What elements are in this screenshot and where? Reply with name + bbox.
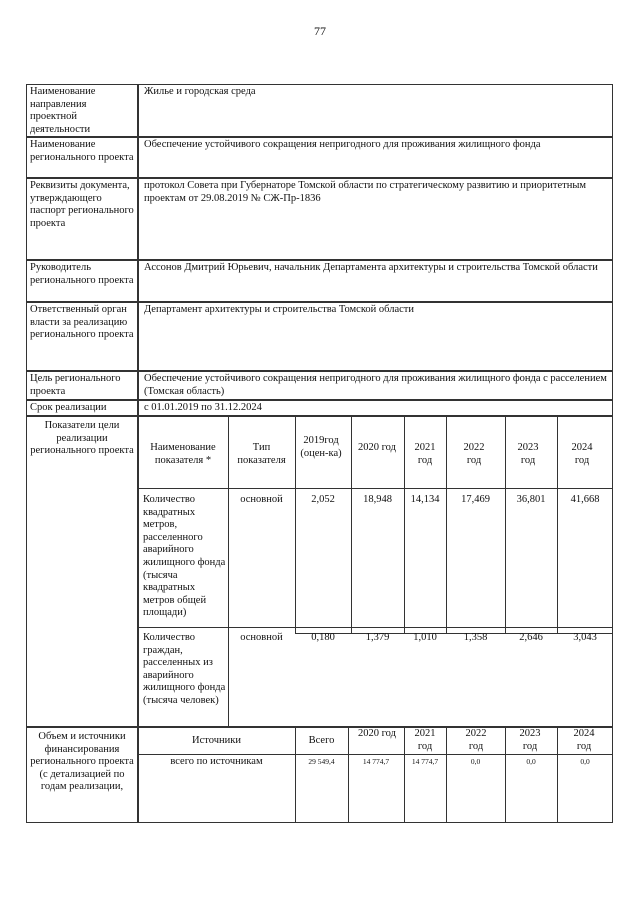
- fin-row-2020: 14 774,7: [362, 757, 390, 766]
- goal-value: Обеспечение устойчивого сокращения непригодного для проживания жилищного фонда с расселением (Томская область): [138, 371, 613, 400]
- period-value: с 01.01.2019 по 31.12.2024: [138, 400, 613, 416]
- grid-line: [557, 416, 558, 633]
- fin-header-total: Всего: [308, 735, 335, 746]
- grid-line: [505, 727, 506, 823]
- goal-label: Цель регионального проекта: [26, 371, 138, 400]
- ind-row2-2023: 2,646: [519, 632, 543, 643]
- ind-row2-2021: 1,010: [413, 632, 437, 643]
- grid-line: [505, 416, 506, 633]
- ind-header-2019: 2019год (оцен-ка): [300, 435, 342, 459]
- authority-label: Ответственный орган власти за реализацию регионального проекта: [26, 302, 138, 371]
- fin-row-2021: 14 774,7: [411, 757, 439, 766]
- grid-line: [404, 416, 405, 633]
- ind-header-2022: 2022 год: [463, 442, 485, 466]
- leader-label: Руководитель регионального проекта: [26, 260, 138, 302]
- project-name-label: Наименование регионального проекта: [26, 137, 138, 178]
- ind-row1-2022: 17,469: [461, 494, 490, 505]
- fin-header-2022: 2022 год: [465, 728, 487, 752]
- period-label: Срок реализации: [26, 400, 138, 416]
- ind-header-type: Тип показателя: [237, 442, 286, 466]
- grid-line: [348, 727, 349, 823]
- ind-row1-type: основной: [240, 494, 283, 505]
- fin-header-2024: 2024 год: [573, 728, 595, 752]
- ind-header-2023: 2023 год: [517, 442, 539, 466]
- ind-row2-2024: 3,043: [573, 632, 597, 643]
- page-number: 77: [314, 24, 326, 38]
- fin-row-total: 29 549,4: [308, 757, 335, 766]
- fin-row-2023: 0,0: [526, 757, 536, 766]
- financing-label: Объем и источники финансирования регионального проекта (с детализацией по годам реализации,: [26, 727, 138, 823]
- fin-row-2022: 0,0: [470, 757, 481, 766]
- ind-row2-2019: 0,180: [311, 632, 335, 643]
- grid-line: [351, 416, 352, 633]
- ind-header-2020: 2020 год: [358, 442, 396, 453]
- ind-row1-2024: 41,668: [570, 494, 600, 505]
- fin-row-2024: 0,0: [580, 757, 590, 766]
- ind-row1-2021: 14,134: [410, 494, 440, 505]
- grid-line: [295, 416, 296, 633]
- passport-value: протокол Совета при Губернаторе Томской области по стратегическому развитию и приоритетным проектам от 29.08.2019 № СЖ-Пр-1836: [138, 178, 613, 260]
- fin-header-2023: 2023 год: [519, 728, 541, 752]
- ind-row1-2020: 18,948: [363, 494, 392, 505]
- grid-line: [404, 727, 405, 823]
- grid-line: [138, 754, 613, 755]
- indicators-label: Показатели цели реализации регионального проекта: [26, 416, 138, 727]
- ind-row2-2020: 1,379: [365, 632, 390, 643]
- grid-line: [228, 416, 229, 727]
- leader-value: Ассонов Дмитрий Юрьевич, начальник Департамента архитектуры и строительства Томской области: [138, 260, 613, 302]
- grid-line: [446, 416, 447, 633]
- fin-header-2021: 2021 год: [414, 728, 436, 752]
- ind-header-2024: 2024 год: [571, 442, 593, 466]
- fin-row-source: всего по источникам: [170, 756, 263, 767]
- ind-header-name: Наименование показателя *: [150, 442, 216, 466]
- ind-row1-name: Количество квадратных метров, расселенного аварийного жилищного фонда (тысяча квадратных метров общей площади): [143, 494, 226, 619]
- ind-row2-name: Количество граждан, расселенных из аварийного жилищного фонда (тысяча человек): [143, 632, 226, 706]
- fin-header-2020: 2020 год: [358, 728, 396, 739]
- direction-label: Наименование направления проектной деятельности: [26, 84, 138, 137]
- direction-value: Жилье и городская среда: [138, 84, 613, 137]
- grid-line: [446, 727, 447, 823]
- ind-row2-2022: 1,358: [463, 632, 488, 643]
- passport-label: Реквизиты документа, утверждающего паспорт регионального проекта: [26, 178, 138, 260]
- ind-row2-type: основной: [240, 632, 283, 643]
- authority-value: Департамент архитектуры и строительства Томской области: [138, 302, 613, 371]
- grid-line: [138, 627, 613, 628]
- fin-header-sources: Источники: [192, 735, 241, 746]
- grid-line: [557, 727, 558, 823]
- ind-row1-2023: 36,801: [516, 494, 546, 505]
- project-name-value: Обеспечение устойчивого сокращения непригодного для проживания жилищного фонда: [138, 137, 613, 178]
- ind-header-2021: 2021 год: [414, 442, 436, 466]
- ind-row1-2019: 2,052: [311, 494, 335, 505]
- grid-line: [138, 488, 613, 489]
